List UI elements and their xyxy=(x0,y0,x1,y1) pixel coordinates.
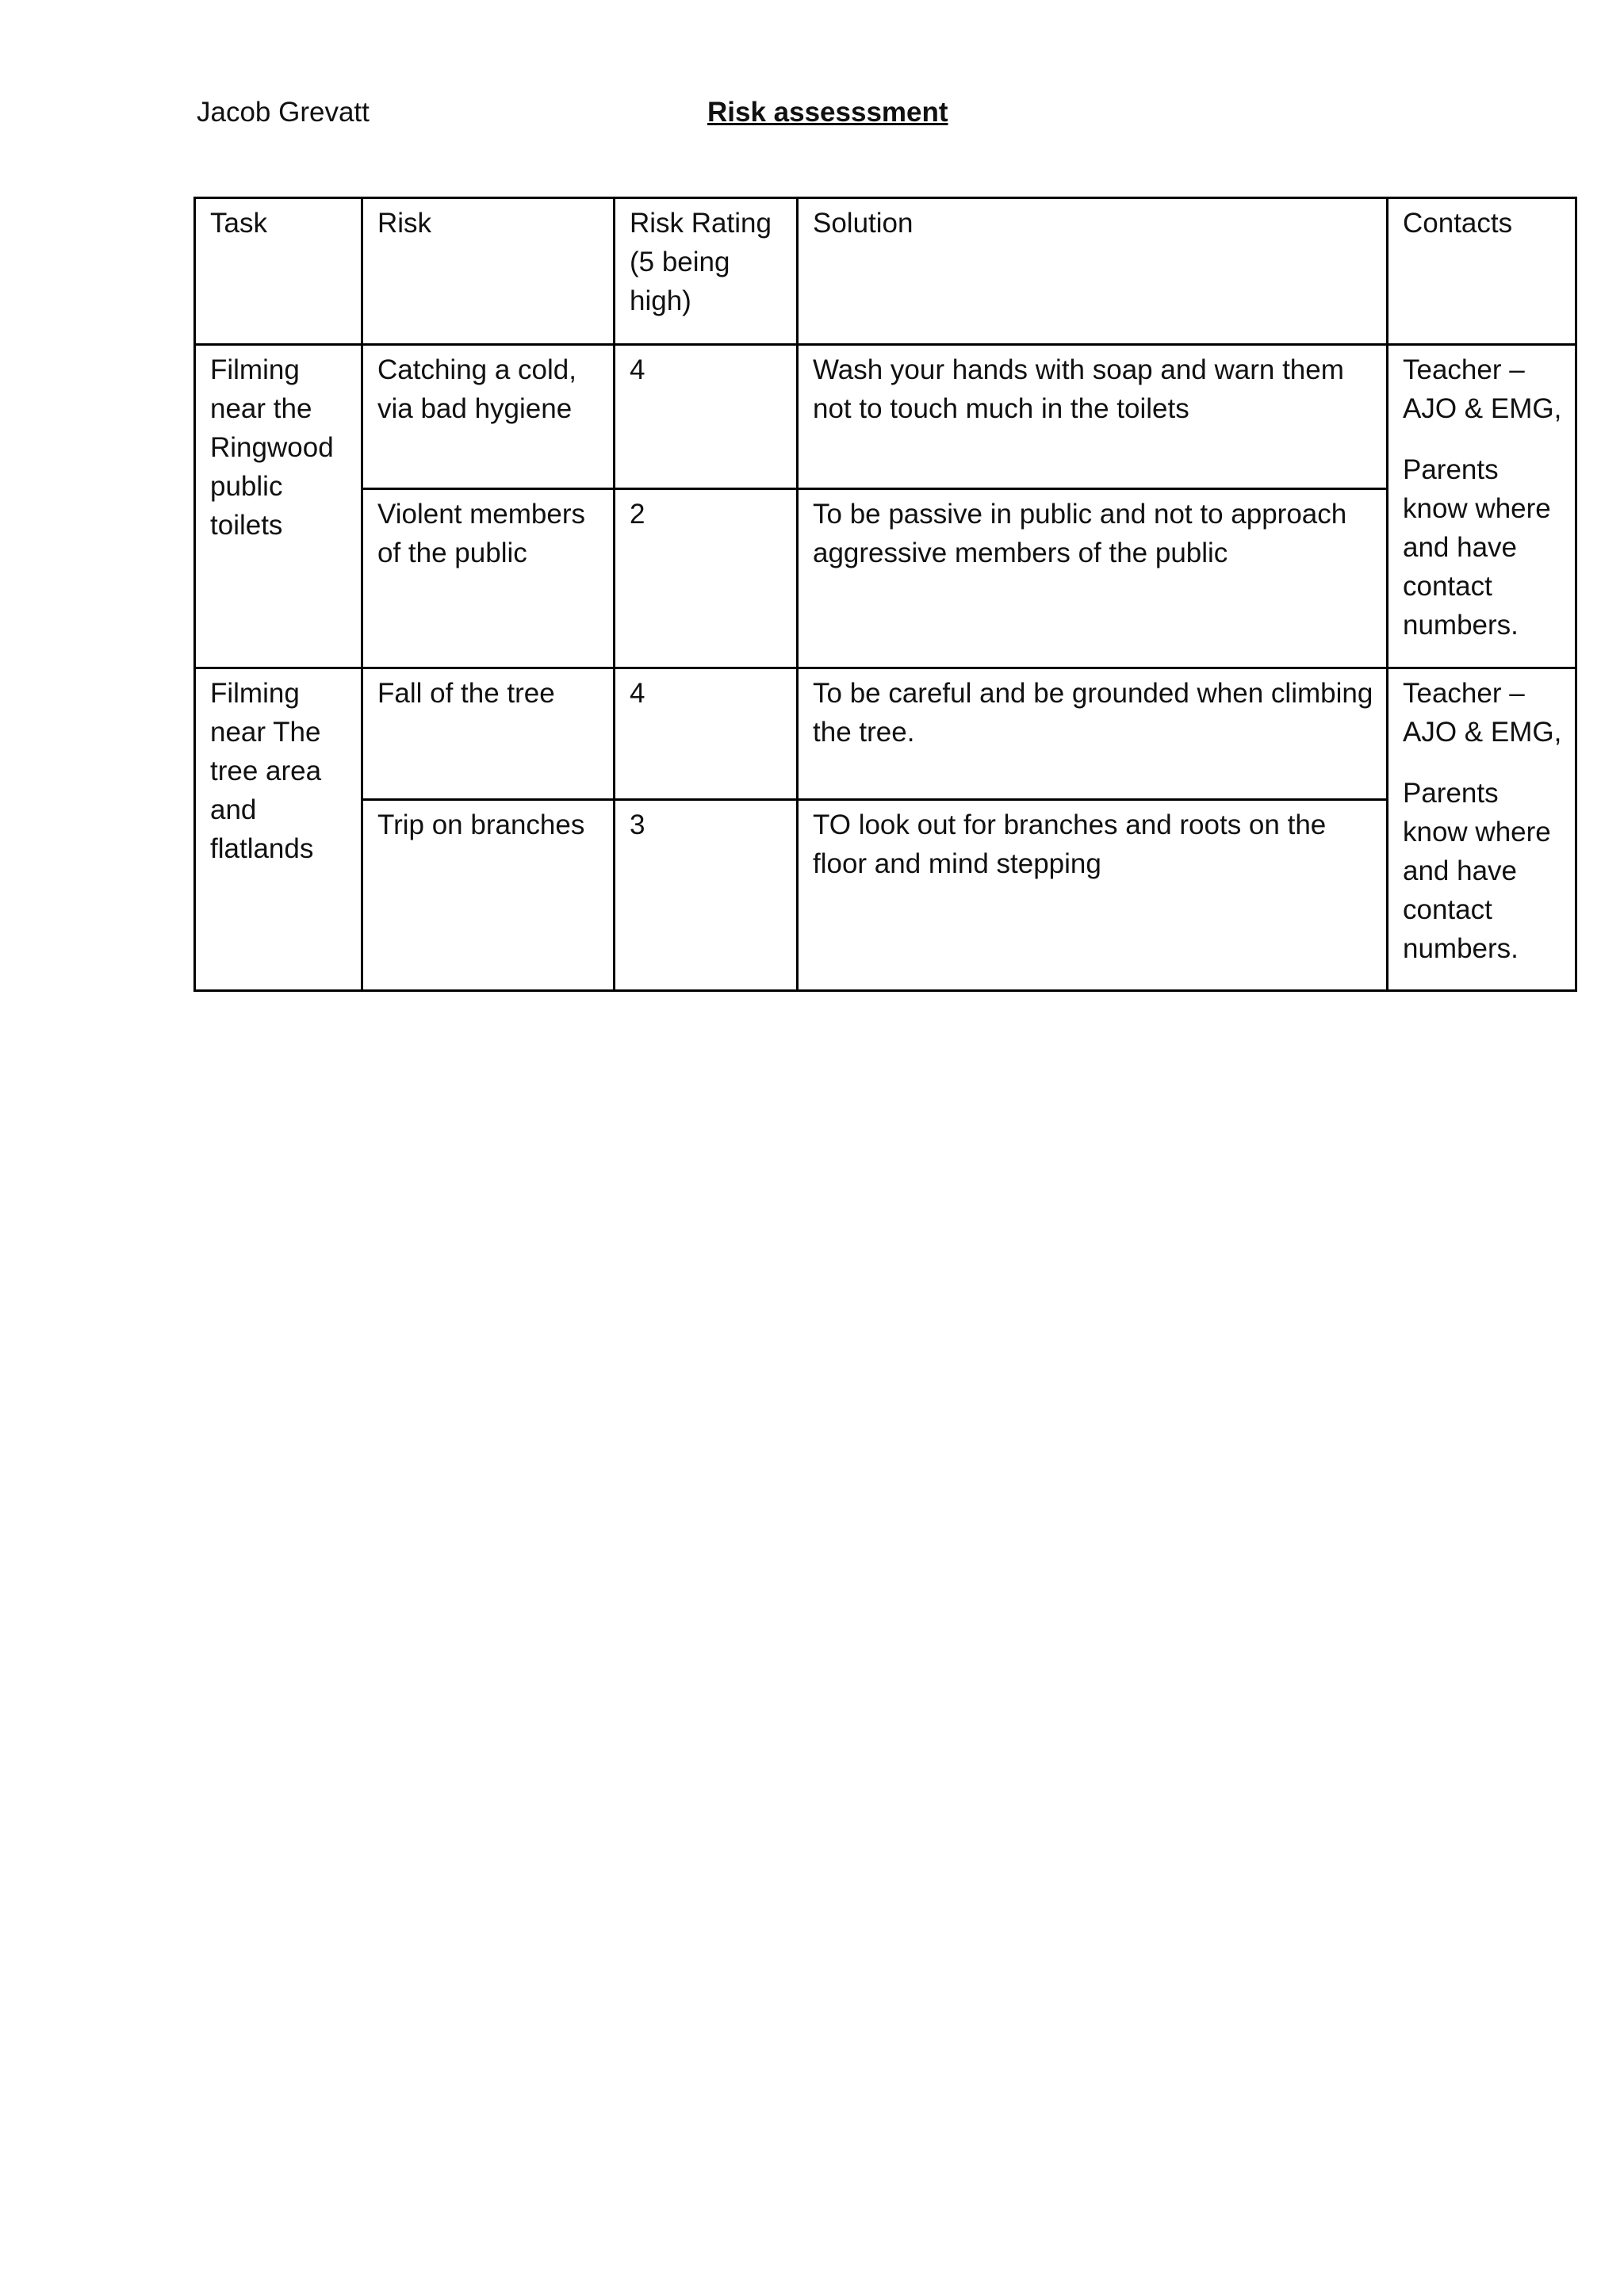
document-title: Risk assesssment xyxy=(707,97,948,128)
column-header-contacts: Contacts xyxy=(1388,198,1576,345)
rating-cell: 3 xyxy=(615,800,798,991)
column-header-risk-rating: Risk Rating (5 being high) xyxy=(615,198,798,345)
risk-assessment-table xyxy=(193,197,1577,992)
risk-cell: Trip on branches xyxy=(362,800,615,991)
column-header-task: Task xyxy=(195,198,362,345)
solution-cell: TO look out for branches and roots on the floor and mind stepping xyxy=(798,800,1388,991)
solution-cell: To be careful and be grounded when climbing the tree. xyxy=(798,668,1388,800)
table-row xyxy=(195,345,1576,489)
table-row xyxy=(195,489,1576,668)
table-row xyxy=(195,668,1576,800)
column-header-solution: Solution xyxy=(798,198,1388,345)
contacts-teacher: Teacher – AJO & EMG, xyxy=(1403,354,1562,424)
risk-cell: Fall of the tree xyxy=(362,668,615,800)
table-header-row xyxy=(195,198,1576,345)
column-header-risk: Risk xyxy=(362,198,615,345)
risk-cell: Violent members of the public xyxy=(362,489,615,668)
table-row xyxy=(195,800,1576,991)
rating-cell: 4 xyxy=(615,345,798,489)
solution-cell: To be passive in public and not to approach aggressive members of the public xyxy=(798,489,1388,668)
rating-cell: 4 xyxy=(615,668,798,800)
author-name: Jacob Grevatt xyxy=(197,97,370,128)
contacts-parents: Parents know where and have contact numbers. xyxy=(1403,778,1551,964)
rating-cell: 2 xyxy=(615,489,798,668)
solution-cell: Wash your hands with soap and warn them not to touch much in the toilets xyxy=(798,345,1388,489)
risk-cell: Catching a cold, via bad hygiene xyxy=(362,345,615,489)
task-cell: Filming near the Ringwood public toilets xyxy=(195,345,362,668)
contacts-cell xyxy=(1388,345,1576,668)
contacts-parents: Parents know where and have contact numbers. xyxy=(1403,454,1551,641)
task-cell: Filming near The tree area and flatlands xyxy=(195,668,362,991)
contacts-teacher: Teacher – AJO & EMG, xyxy=(1403,678,1562,748)
contacts-cell xyxy=(1388,668,1576,991)
